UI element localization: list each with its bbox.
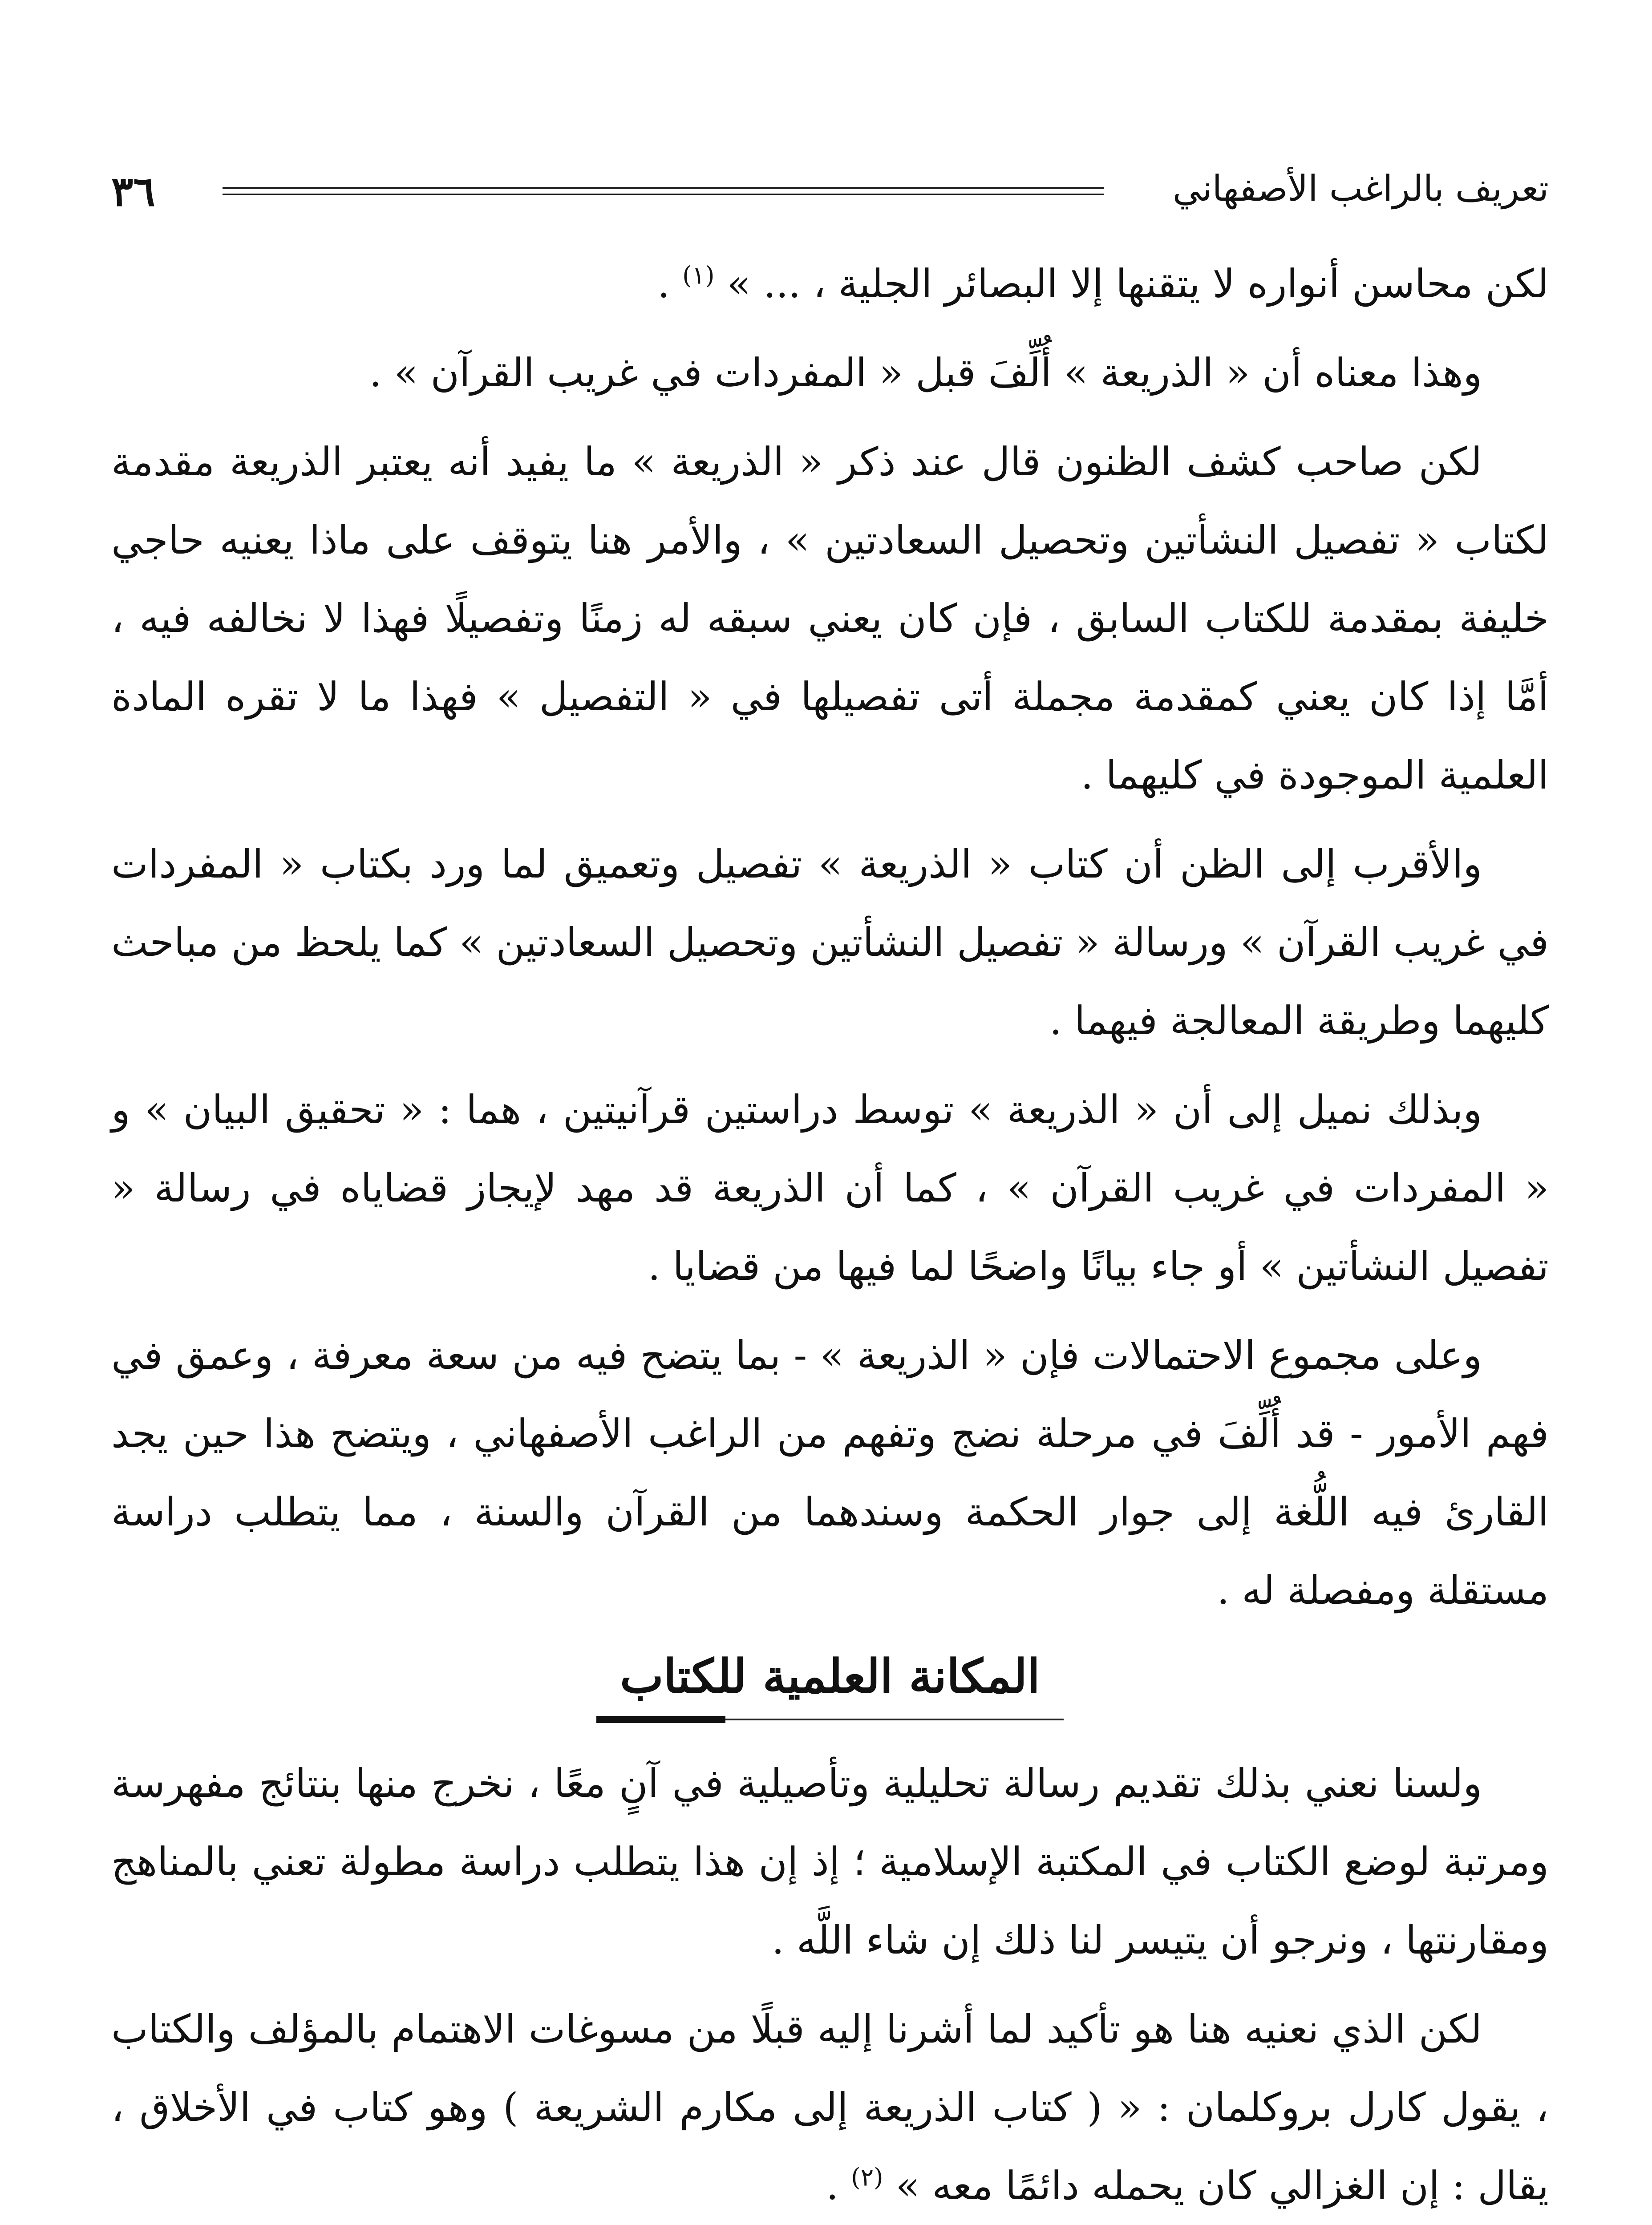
section-heading: المكانة العلمية للكتاب <box>620 1649 1040 1703</box>
paragraph: ولسنا نعني بذلك تقديم رسالة تحليلية وتأصيلية في آنٍ معًا ، نخرج منها بنتائج مفهرسة ومرتبة لوضع الكتاب في المكتبة الإسلامية ؛ إذ إن هذا يتطلب دراسة مطولة تعني بالمناهج ومقارنتها ، ونرجو أن يتيسر لنا ذلك إن شاء اللَّه . <box>111 1760 1549 1963</box>
running-header <box>111 169 1549 236</box>
running-title: تعريف بالراغب الأصفهاني <box>1172 168 1549 209</box>
paragraph: وهذا معناه أن « الذريعة » أُلِّفَ قبل « المفردات في غريب القرآن » . <box>369 350 1482 396</box>
paragraph: وبذلك نميل إلى أن « الذريعة » توسط دراستين قرآنيتين ، هما : « تحقيق البيان » و « المفردات في غريب القرآن » ، كما أن الذريعة قد مهد لإيجاز قضاياه في رسالة « تفصيل النشأتين » أو جاء بيانًا واضحًا لما فيها من قضايا . <box>111 1087 1549 1289</box>
paragraph: لكن صاحب كشف الظنون قال عند ذكر « الذريعة » ما يفيد أنه يعتبر الذريعة مقدمة لكتاب « تفصيل النشأتين وتحصيل السعادتين » ، والأمر هنا يتوقف على ماذا يعنيه حاجي خليفة بمقدمة للكتاب السابق ، فإن كان يعني سبقه له زمنًا وتفصيلًا فهذا لا نخالفه فيه ، أمَّا إذا كان يعني كمقدمة مجملة أتى تفصيلها في « التفصيل » فهذا ما لا تقره المادة العلمية الموجودة في كليهما . <box>111 439 1549 798</box>
page-number: ٣٦ <box>111 167 155 215</box>
section-heading-rule <box>596 1714 1064 1725</box>
footnote-ref: (٢) <box>851 2163 883 2192</box>
header-rule <box>223 187 1104 195</box>
paragraph: والأقرب إلى الظن أن كتاب « الذريعة » تفصيل وتعميق لما ورد بكتاب « المفردات في غريب القرآن » ورسالة « تفصيل النشأتين وتحصيل السعادتين » كما يلحظ من مباحث كليهما وطريقة المعالجة فيهما . <box>111 841 1549 1044</box>
paragraph: وعلى مجموع الاحتمالات فإن « الذريعة » - بما يتضح فيه من سعة معرفة ، وعمق في فهم الأمور - قد أُلِّفَ في مرحلة نضج وتفهم من الراغب الأصفهاني ، ويتضح هذا حين يجد القارئ فيه اللُّغة إلى جوار الحكمة وسندهما من القرآن والسنة ، مما يتطلب دراسة مستقلة ومفصلة له . <box>111 1332 1549 1613</box>
paragraph: لكن محاسن أنواره لا يتقنها إلا البصائر الجلية ، ... » $^{(١)}$ . <box>657 261 1549 307</box>
page-body <box>111 245 1549 2225</box>
paragraph: لكن الذي نعنيه هنا هو تأكيد لما أشرنا إليه قبلًا من مسوغات الاهتمام بالمؤلف والكتاب ، يقول كارل بروكلمان : « ( كتاب الذريعة إلى مكارم الشريعة ) وهو كتاب في الأخلاق ، يقال : إن الغزالي كان يحمله دائمًا معه » $^{(٢)}$ . <box>111 2006 1549 2209</box>
footnote-ref: (١) <box>682 261 715 290</box>
book-page <box>111 169 1549 2225</box>
